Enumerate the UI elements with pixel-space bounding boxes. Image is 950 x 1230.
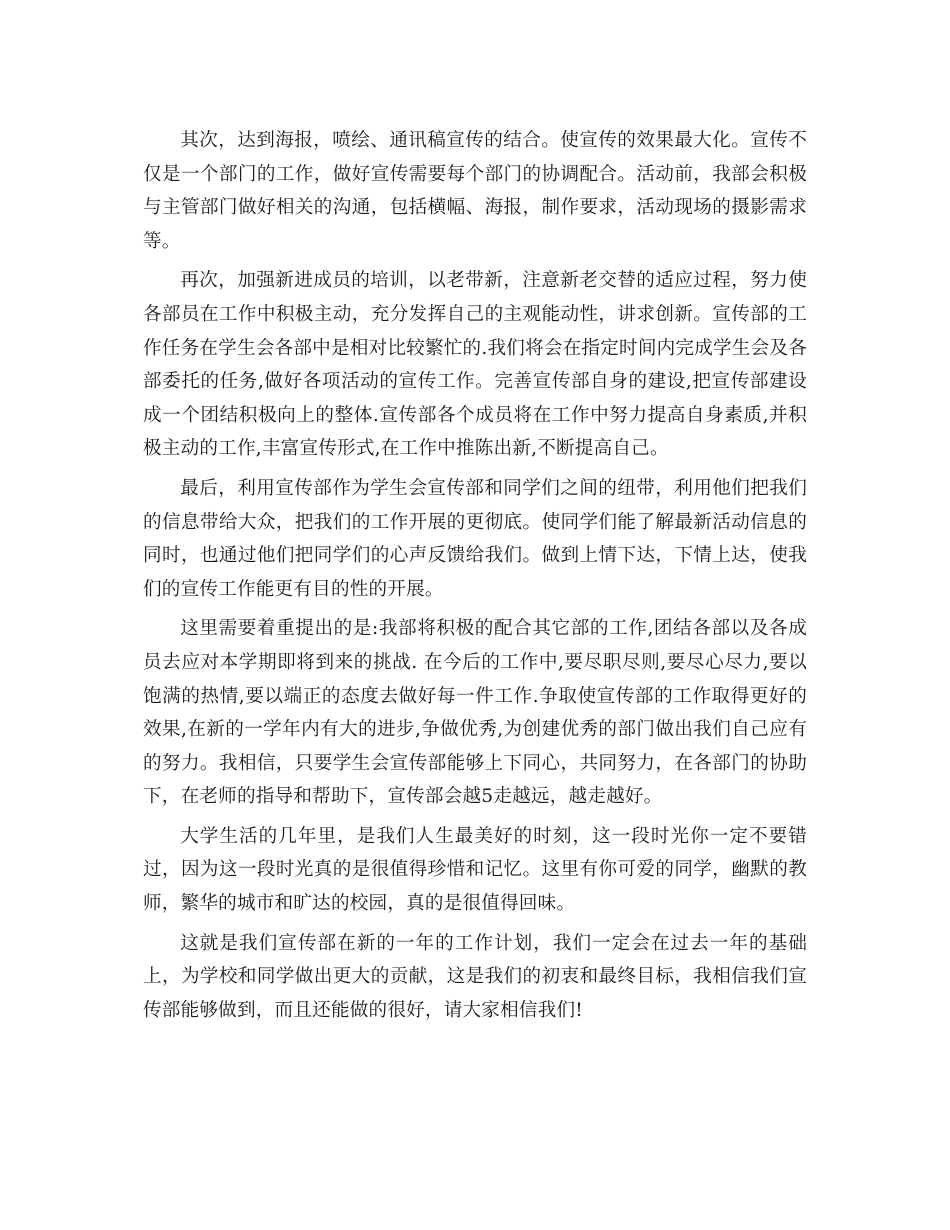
document-body xyxy=(143,124,807,1033)
paragraph-2: 再次，加强新进成员的培训，以老带新，注意新老交替的适应过程，努力使各部员在工作中积极主动，充分发挥自己的主观能动性，讲求创新。宣传部的工作任务在学生会各部中是相对比较繁忙的.我们将会在指定时间内完成学生会及各部委托的任务,做好各项活动的宣传工作。完善宣传部自身的建设,把宣传部建设成一个团结积极向上的整体.宣传部各个成员将在工作中努力提高自身素质,并积极主动的工作,丰富宣传形式,在工作中推陈出新,不断提高自己。 xyxy=(143,270,807,460)
paragraph-4: 这里需要着重提出的是:我部将积极的配合其它部的工作,团结各部以及各成员去应对本学期即将到来的挑战. 在今后的工作中,要尽职尽则,要尽心尽力,要以饱满的热情,要以端正的态度去做好每一件工作.争取使宣传部的工作取得更好的效果,在新的一学年内有大的进步,争做优秀,为创建优秀的部门做出我们自己应有的努力。我相信，只要学生会宣传部能够上下同心，共同努力，在各部门的协助下，在老师的指导和帮助下，宣传部会越5走越远，越走越好。 xyxy=(143,618,807,808)
paragraph-5: 大学生活的几年里，是我们人生最美好的时刻，这一段时光你一定不要错过，因为这一段时光真的是很值得珍惜和记忆。这里有你可爱的同学，幽默的教师，繁华的城市和旷达的校园，真的是很值得回味。 xyxy=(143,825,807,915)
paragraph-6: 这就是我们宣传部在新的一年的工作计划，我们一定会在过去一年的基础上，为学校和同学做出更大的贡献，这是我们的初衷和最终目标，我相信我们宣传部能够做到，而且还能做的很好，请大家相信我们! xyxy=(143,932,807,1021)
paragraph-3: 最后，利用宣传部作为学生会宣传部和同学们之间的纽带，利用他们把我们的信息带给大众，把我们的工作开展的更彻底。使同学们能了解最新活动信息的同时，也通过他们把同学们的心声反馈给我们。做到上情下达，下情上达，使我们的宣传工作能更有目的性的开展。 xyxy=(143,477,807,600)
paragraph-1: 其次，达到海报，喷绘、通讯稿宣传的结合。使宣传的效果最大化。宣传不仅是一个部门的工作，做好宣传需要每个部门的协调配合。活动前，我部会积极与主管部门做好相关的沟通，包括横幅、海报，制作要求，活动现场的摄影需求等。 xyxy=(143,130,807,252)
